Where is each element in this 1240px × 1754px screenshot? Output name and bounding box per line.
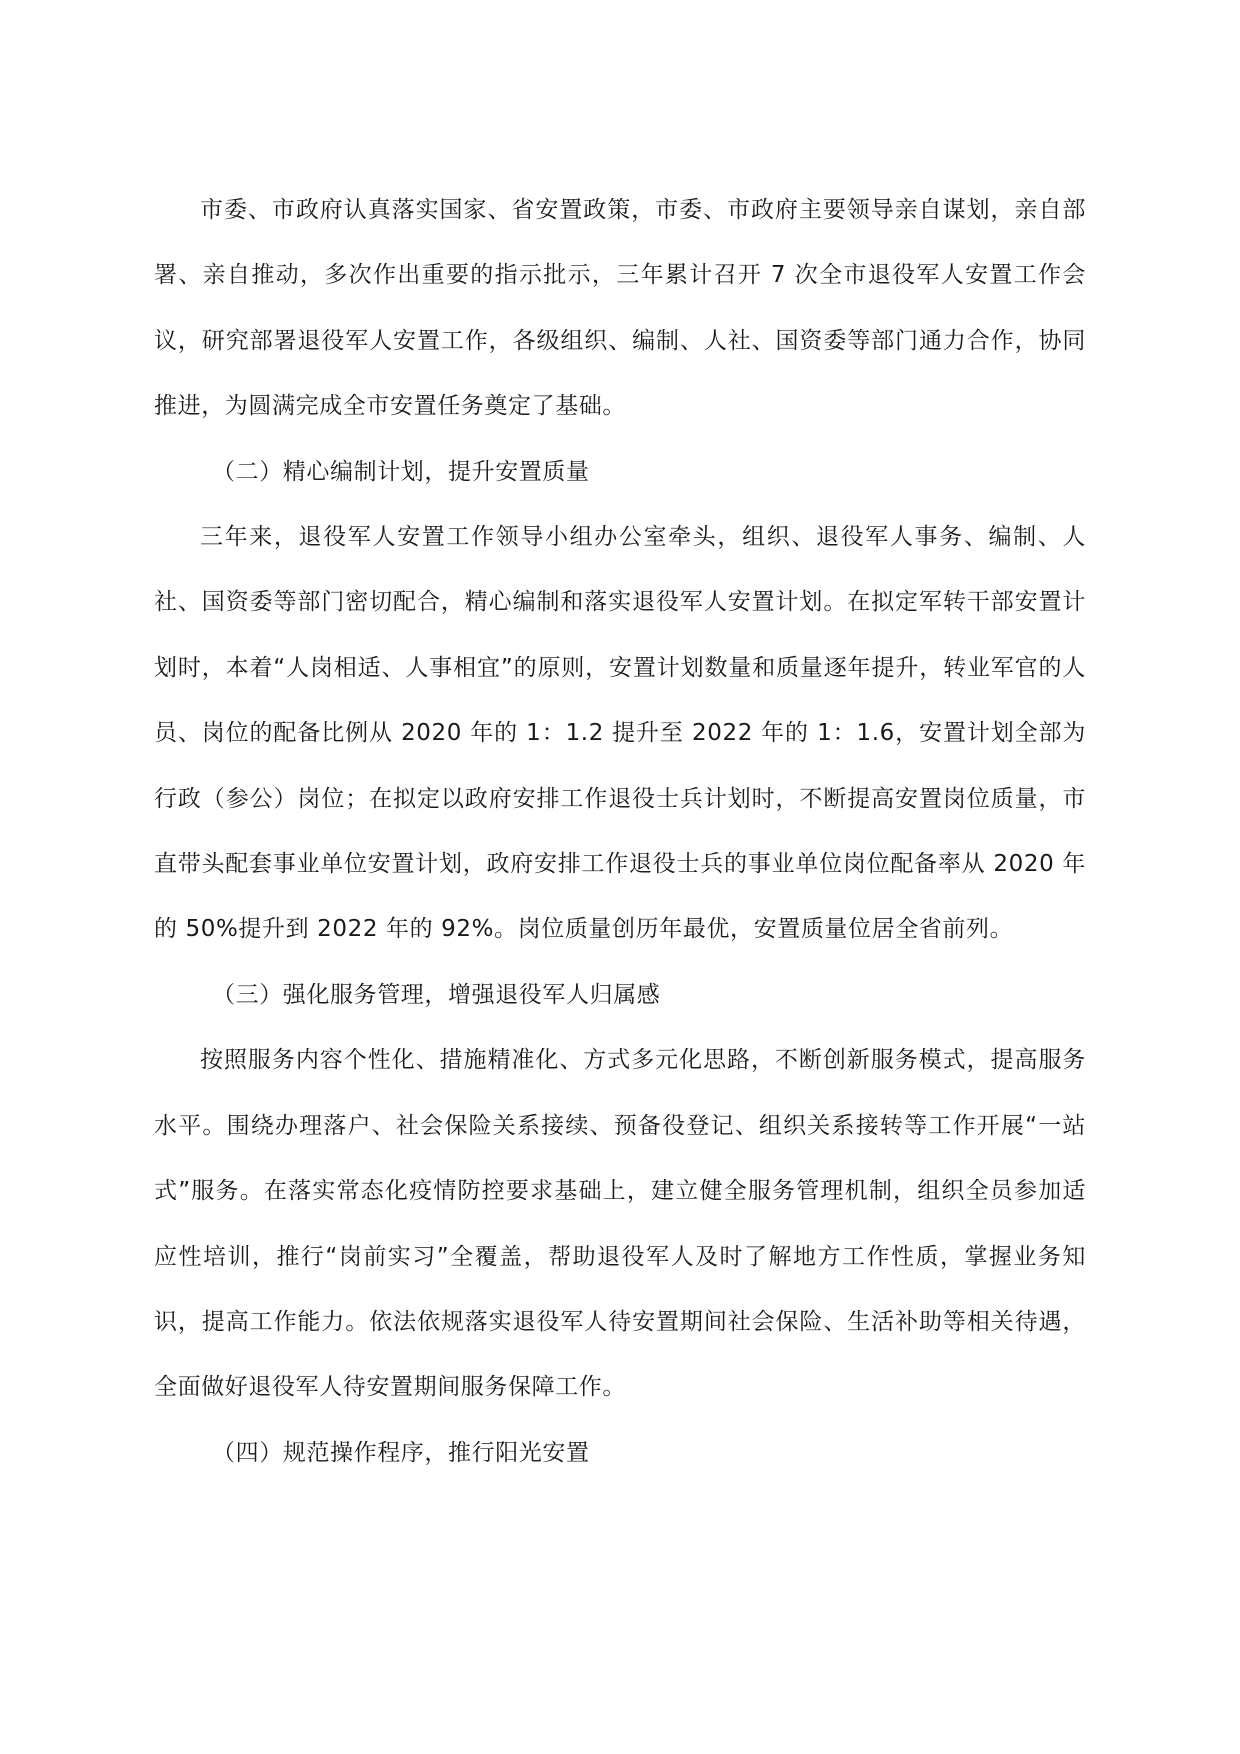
body-paragraph: 三年来，退役军人安置工作领导小组办公室牵头，组织、退役军人事务、编制、人社、国资委等部门密切配合，精心编制和落实退役军人安置计划。在拟定军转干部安置计划时，本着“人岗相适、人事相宜”的原则，安置计划数量和质量逐年提升，转业军官的人员、岗位的配备比例从 2020 年的 1：1.2 提升至 2022 年的 1：1.6，安置计划全部为行政（参公）岗位；在拟定以政府安排工作退役士兵计划时，不断提高安置岗位质量，市直带头配套事业单位安置计划，政府安排工作退役士兵的事业单位岗位配备率从 2020 年的 50%提升到 2022 年的 92%。岗位质量创历年最优，安置质量位居全省前列。 — [154, 524, 1086, 943]
body-paragraph: 按照服务内容个性化、措施精准化、方式多元化思路，不断创新服务模式，提高服务水平。围绕办理落户、社会保险关系接续、预备役登记、组织关系接转等工作开展“一站式”服务。在落实常态化疫情防控要求基础上，建立健全服务管理机制，组织全员参加适应性培训，推行“岗前实习”全覆盖，帮助退役军人及时了解地方工作性质，掌握业务知识，提高工作能力。依法依规落实退役军人待安置期间社会保险、生活补助等相关待遇，全面做好退役军人待安置期间服务保障工作。 — [154, 1047, 1086, 1401]
body-paragraph: 市委、市政府认真落实国家、省安置政策，市委、市政府主要领导亲自谋划，亲自部署、亲自推动，多次作出重要的指示批示，三年累计召开 7 次全市退役军人安置工作会议，研究部署退役军人安置工作，各级组织、编制、人社、国资委等部门通力合作，协同推进，为圆满完成全市安置任务奠定了基础。 — [154, 197, 1086, 420]
document-body — [154, 178, 1086, 1486]
section-heading: （三）强化服务管理，增强退役军人归属感 — [212, 981, 661, 1008]
section-heading: （四）规范操作程序，推行阳光安置 — [212, 1439, 590, 1466]
section-heading: （二）精心编制计划，提升安置质量 — [212, 458, 590, 485]
